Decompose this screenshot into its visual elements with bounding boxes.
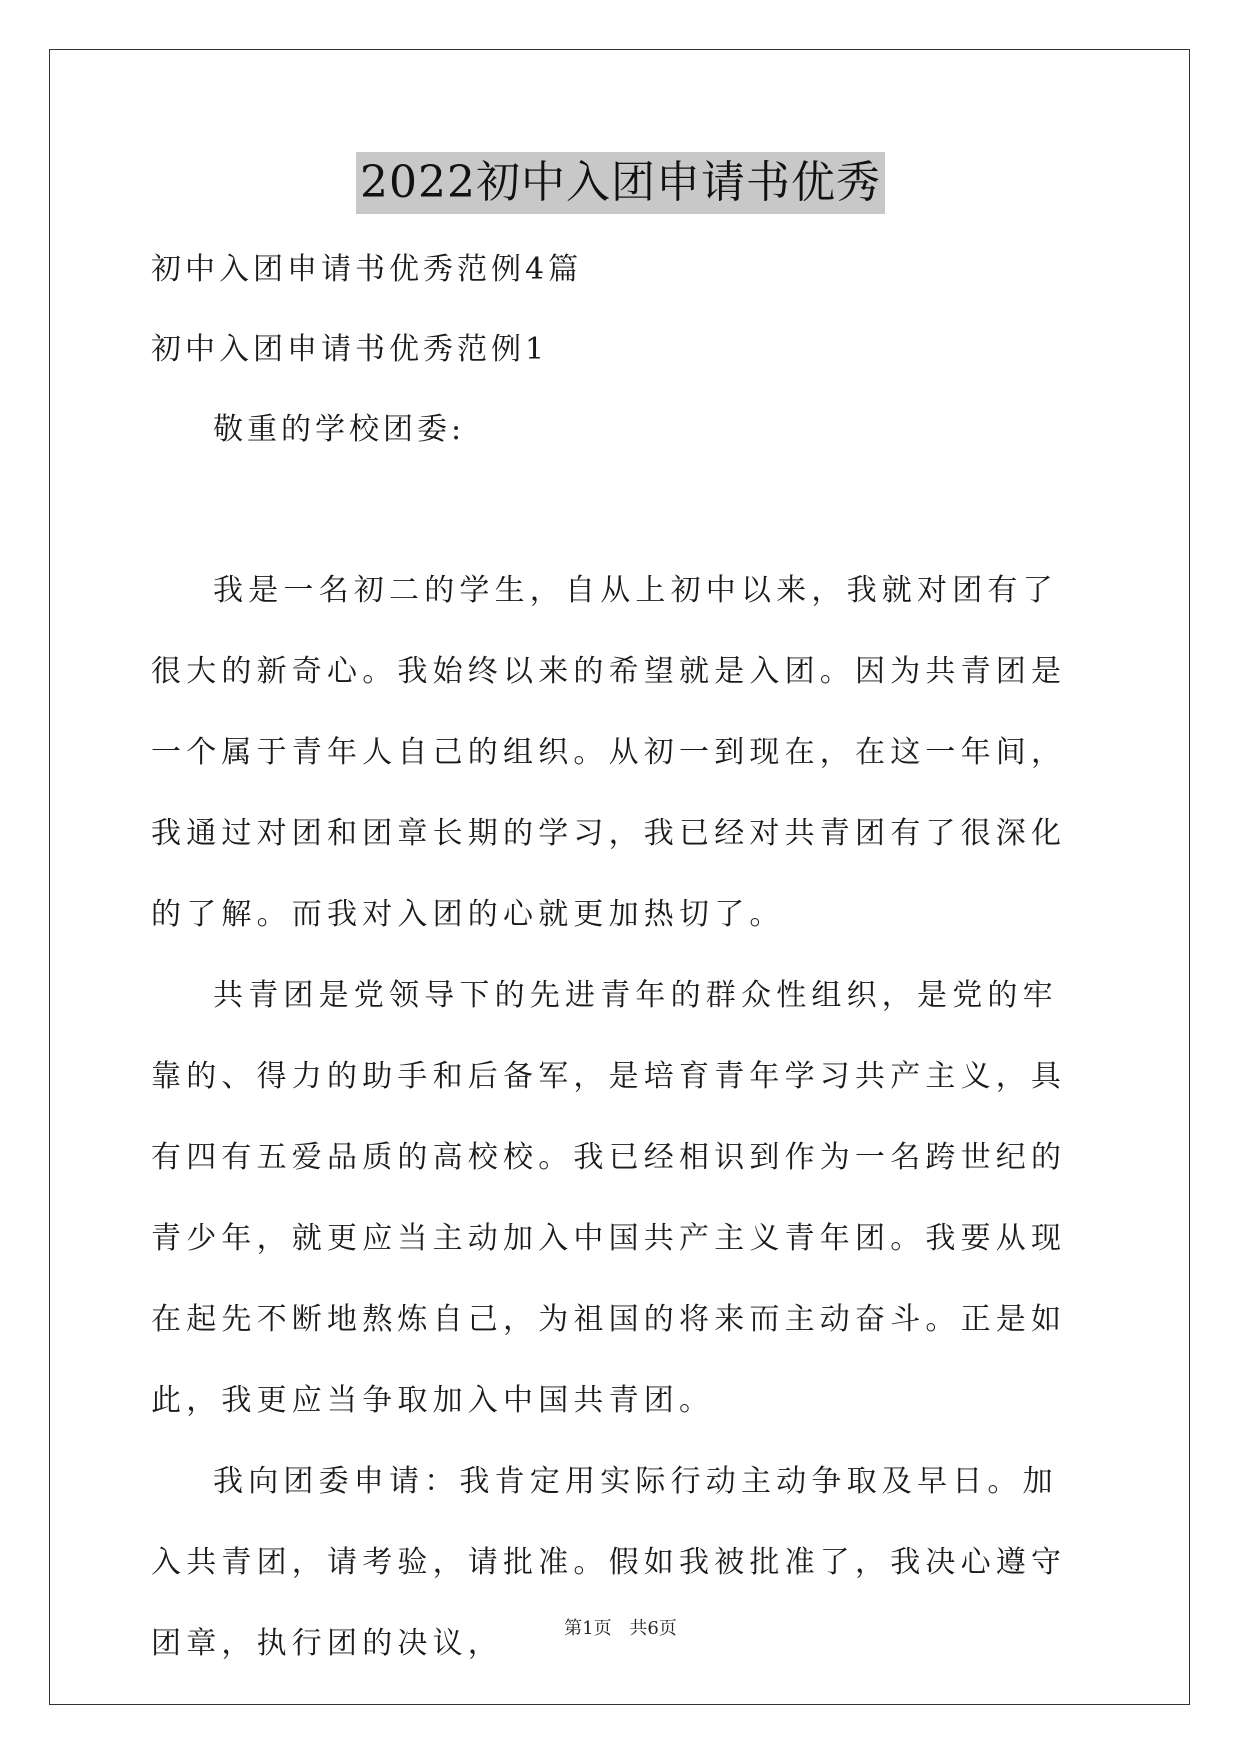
title-container [0,152,1241,214]
subtitle-collection: 初中入团申请书优秀范例4篇 [151,252,583,287]
subtitle-example: 初中入团申请书优秀范例1 [151,332,549,367]
paragraph-3 [151,1441,1091,1684]
paragraph-2-text: 共青团是党领导下的先进青年的群众性组织，是党的牢靠的、得力的助手和后备军，是培育青年学习共产主义，具有四有五爱品质的高校校。我已经相识到作为一名跨世纪的青少年，就更应当主动加入中国共产主义青年团。我要从现在起先不断地熬炼自己，为祖国的将来而主动奋斗。正是如此，我更应当争取加入中国共青团。 [151,978,1067,1418]
paragraph-2 [151,955,1091,1441]
document-body [151,230,1091,1684]
page-total: 共6页 [629,1618,677,1639]
page-footer [0,1614,1241,1640]
page-number: 第1页 [564,1618,612,1639]
document-title: 2022初中入团申请书优秀 [356,152,885,214]
paragraph-1-text: 我是一名初二的学生，自从上初中以来，我就对团有了很大的新奇心。我始终以来的希望就是入团。因为共青团是一个属于青年人自己的组织。从初一到现在，在这一年间，我通过对团和团章长期的学习，我已经对共青团有了很深化的了解。而我对入团的心就更加热切了。 [151,573,1067,932]
paragraph-3-text: 我向团委申请：我肯定用实际行动主动争取及早日。加入共青团，请考验，请批准。假如我被批准了，我决心遵守团章，执行团的决议， [151,1464,1067,1661]
paragraph-1 [151,550,1091,955]
salutation: 敬重的学校团委: [213,412,466,447]
blank-line [151,470,1091,550]
